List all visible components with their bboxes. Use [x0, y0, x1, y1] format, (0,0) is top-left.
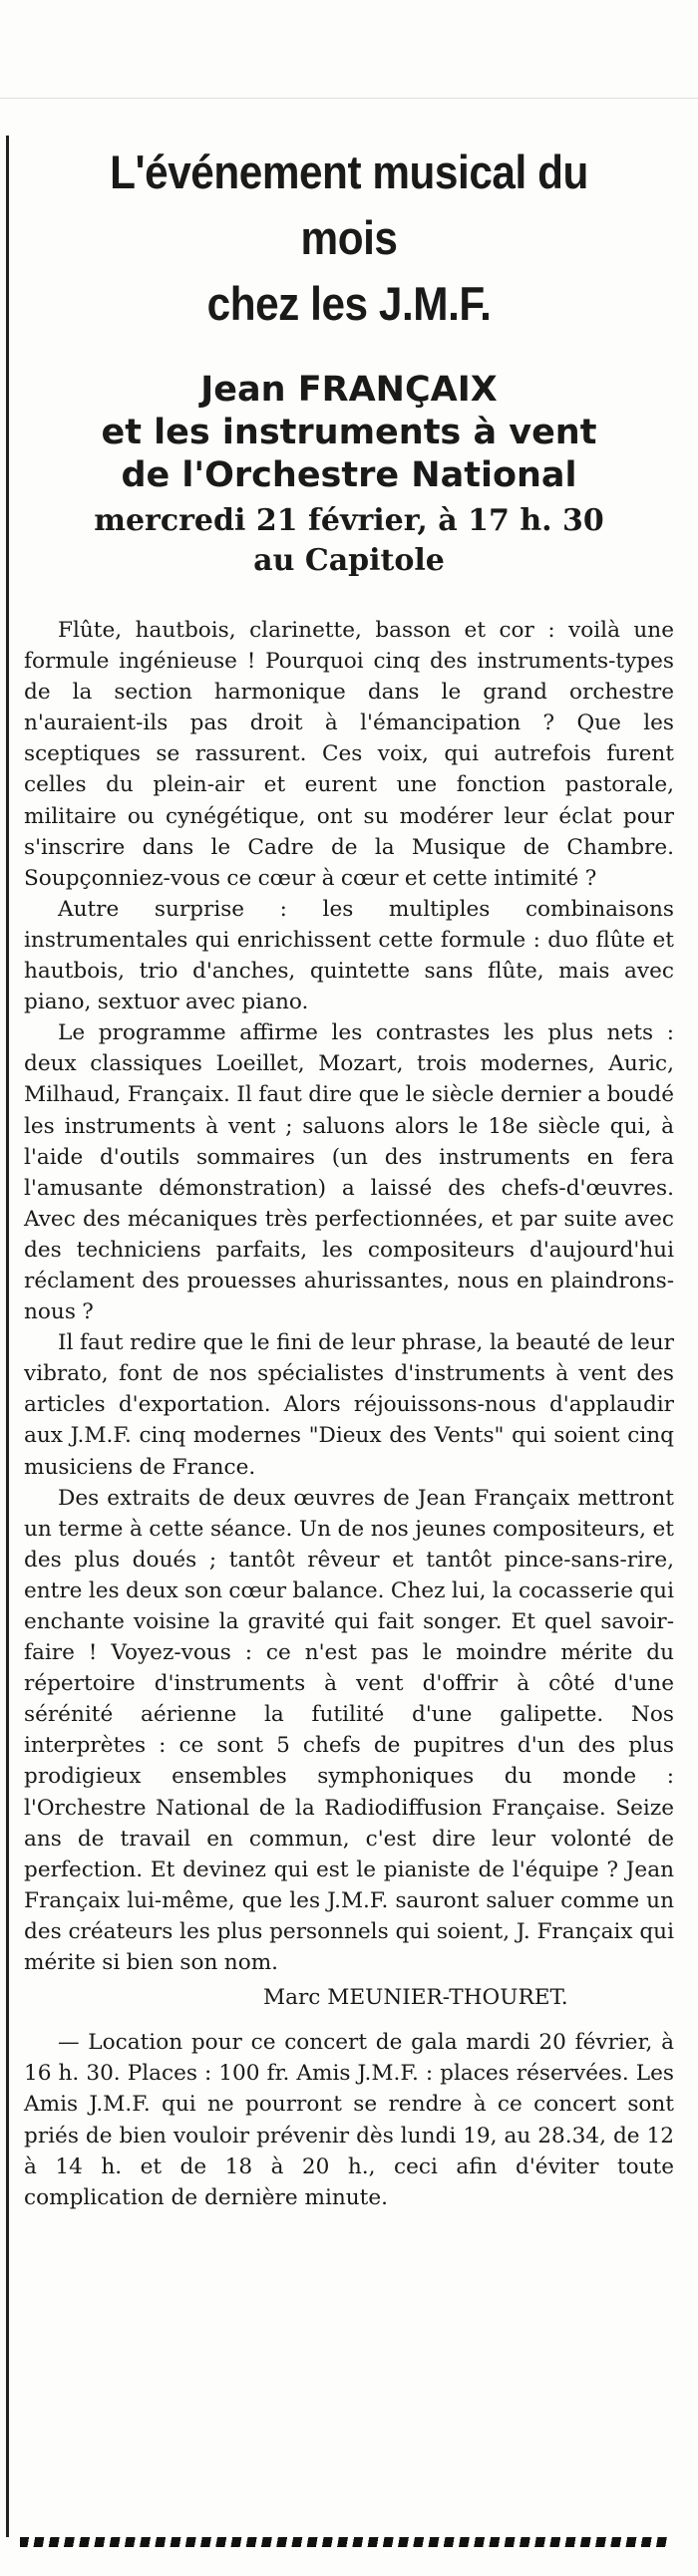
body-paragraph: Flûte, hautbois, clarinette, basson et cor : voilà une formule ingénieuse ! Pourquoi cinq des instruments-types de la section harmonique dans le grand orchestre n'auraient-ils pas droit à l'émancipation ? Que les sceptiques se rassurent. Ces voix, qui autrefois furent celles du plein-air et eurent une fonction pastorale, militaire ou cynégétique, ont su modérer leur éclat pour s'inscrire dans le Cadre de la Musique de Chambre. Soupçonniez-vous ce cœur à cœur et cette intimité ? — [24, 618, 674, 891]
bottom-dashed-border — [20, 2537, 668, 2547]
headline — [57, 140, 642, 337]
body-paragraph: Autre surprise : les multiples combinaisons instrumentales qui enrichissent cette formule : duo flûte et hautbois, trio d'anches, quintette sans flûte, mais avec piano, sextuor avec piano. — [24, 896, 674, 1015]
body-paragraph: Il faut redire que le fini de leur phrase, la beauté de leur vibrato, font de nos spécialistes d'instruments à vent des articles d'exportation. Alors réjouissons-nous d'applaudir aux J.M.F. cinq modernes "Dieux des Vents" qui soient cinq musiciens de France. — [24, 1330, 674, 1480]
body-paragraph: Le programme affirme les contrastes les plus nets : deux classiques Loeillet, Mozart, trois modernes, Auric, Milhaud, Françaix. Il faut dire que le siècle dernier a boudé les instruments à vent ; saluons alors le 18e siècle qui, à l'aide d'outils sommaires (un des instruments en fera l'amusante démonstration) a laissé des chefs-d'œuvres. Avec des mécaniques très perfectionnées, et par suite avec des techniciens parfaits, les compositeurs d'aujourd'hui réclament des prouesses ahurissantes, nous en plaindrons-nous ? — [24, 1020, 674, 1325]
author-signature: Marc MEUNIER-THOURET. — [263, 1985, 568, 2011]
body-paragraph: Des extraits de deux œuvres de Jean Françaix mettront un terme à cette séance. Un de nos jeunes compositeurs, et des plus doués ; tantôt rêveur et tantôt pince-sans-rire, entre les deux son cœur balance. Chez lui, la cocasserie qui enchante voisine la gravité qui fait songer. Et quel savoir-faire ! Voyez-vous : ce n'est pas le moindre mérite du répertoire d'instruments à vent d'offrir à côté d'une sérénité aérienne la futilité d'une galipette. Nos interprètes : ce sont 5 chefs de pupitres d'un des plus prodigieux ensembles symphoniques du monde : l'Orchestre National de la Radiodiffusion Française. Seize ans de travail en commun, c'est dire leur volonté de perfection. Et devinez qui est le pianiste de l'équipe ? Jean Françaix lui-même, que les J.M.F. sauront saluer comme un des créateurs les plus personnels qui soient, J. Françaix qui mérite si bien son nom. — [24, 1485, 674, 1976]
top-edge-divider — [0, 98, 698, 99]
subhead-line-1: Jean FRANÇAIX — [200, 370, 498, 410]
event-date: mercredi 21 février, à 17 h. 30 — [94, 503, 604, 538]
booking-notice — [24, 2027, 674, 2213]
subheadline — [24, 369, 674, 497]
headline-line-1: L'événement musical du mois — [110, 145, 588, 264]
subhead-line-2: et les instruments à vent — [101, 413, 597, 452]
article — [24, 140, 674, 2213]
article-body — [24, 615, 674, 1978]
event-dateline — [24, 501, 674, 581]
headline-line-2: chez les J.M.F. — [206, 277, 492, 330]
event-venue: au Capitole — [253, 543, 445, 578]
subhead-line-3: de l'Orchestre National — [121, 455, 577, 495]
column-rule — [6, 136, 9, 2537]
booking-notice-text: — Location pour ce concert de gala mardi 20 février, à 16 h. 30. Places : 100 fr. Amis J.M.F. : places réservées. Les Amis J.M.F. qui ne pourront se rendre à ce concert sont priés de bien vouloir prévenir dès lundi 19, au 28.34, de 12 à 14 h. et de 18 à 20 h., ceci afin d'éviter toute complication de dernière minute. — [24, 2030, 674, 2210]
